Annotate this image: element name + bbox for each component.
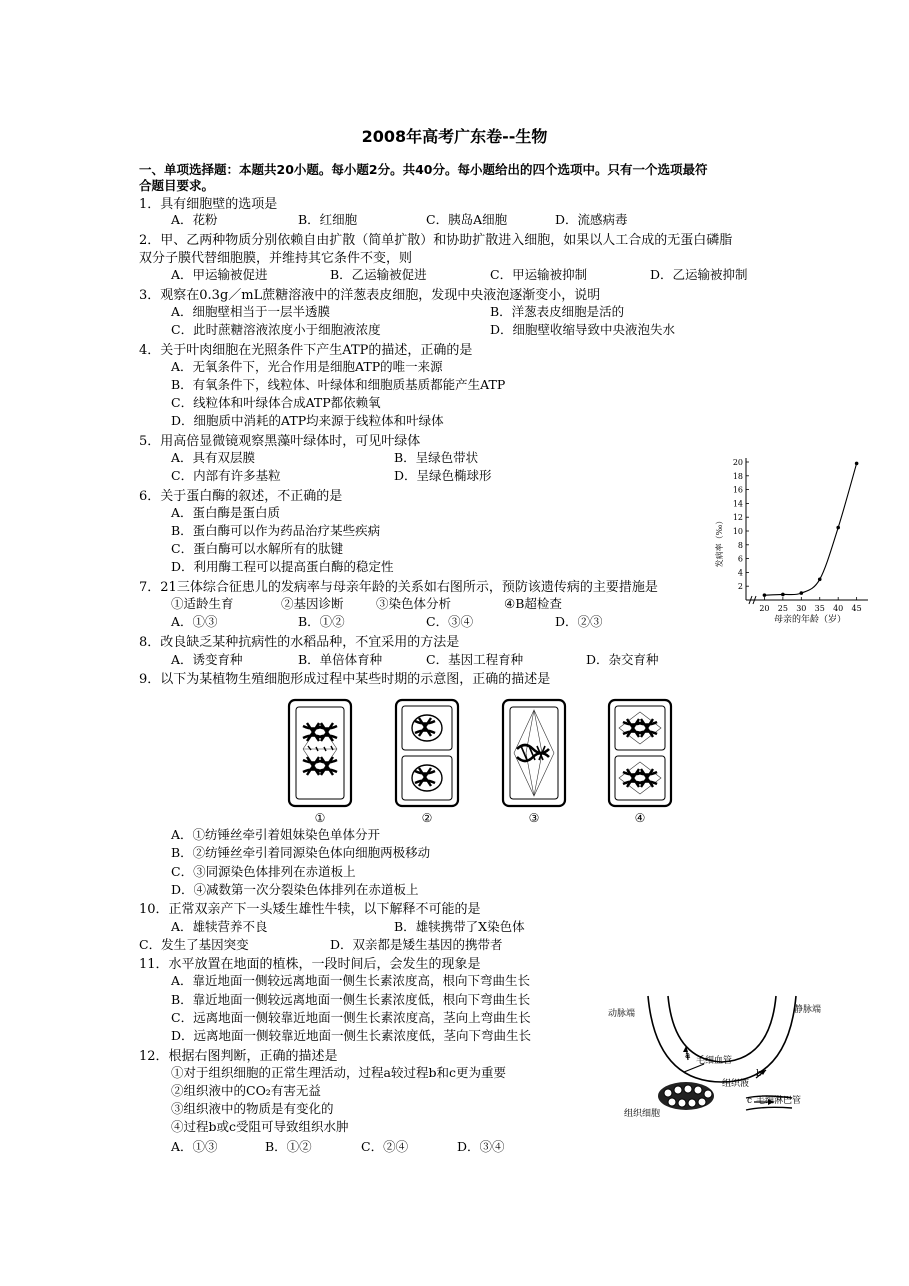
- chart-x-tick-label: 45: [851, 604, 862, 613]
- q12-statement-1: ①对于组织细胞的正常生理活动，过程a较过程b和c更为重要: [171, 1065, 506, 1080]
- q6-option-b: B．蛋白酶可以作为药品治疗某些疾病: [171, 523, 381, 538]
- q7-measure-1: ①适龄生育: [171, 596, 234, 611]
- q1-option-b: B．红细胞: [298, 212, 358, 227]
- incidence-chart: [706, 452, 876, 628]
- chart-y-tick-label: 10: [732, 527, 743, 536]
- q7-option-c: C．③④: [426, 614, 474, 629]
- chart-data-point: [800, 591, 804, 595]
- q5-option-d: D．呈绿色椭球形: [394, 468, 492, 483]
- cell-diagram-3: [503, 700, 565, 806]
- section-instruction-line1: 一、单项选择题：本题共20小题。每小题2分。共40分。每小题给出的四个选项中。只有一个选项最符: [139, 162, 708, 177]
- q12-option-a: A．①③: [171, 1139, 218, 1154]
- q12-option-d: D．③④: [457, 1139, 505, 1154]
- q10-option-d: D．双亲都是矮生基因的携带者: [330, 937, 503, 952]
- q8-option-c: C．基因工程育种: [426, 652, 524, 667]
- label-process-a: a: [685, 1051, 691, 1061]
- q2-stem-line1: 2．甲、乙两种物质分别依赖自由扩散（简单扩散）和协助扩散进入细胞，如果以人工合成的无蛋白磷脂: [139, 233, 733, 248]
- q5-option-b: B．呈绿色带状: [394, 450, 479, 465]
- q5-option-a: A．具有双层膜: [171, 450, 256, 465]
- q12-stem: 12．根据右图判断，正确的描述是: [139, 1049, 338, 1064]
- q10-option-b: B．雄犊携带了X染色体: [394, 919, 525, 934]
- q1-option-a: A．花粉: [171, 212, 218, 227]
- q8-stem: 8．改良缺乏某种抗病性的水稻品种，不宜采用的方法是: [139, 635, 460, 650]
- q12-statement-4: ④过程b或c受阻可导致组织水肿: [171, 1119, 349, 1134]
- q12-statement-3: ③组织液中的物质是有变化的: [171, 1101, 334, 1116]
- chart-series-line: [764, 463, 856, 595]
- chart-data-point: [855, 462, 859, 466]
- cell-division-figure: [283, 694, 683, 826]
- q9-option-c: C．③同源染色体排列在赤道板上: [171, 864, 356, 879]
- q9-option-a: A．①纺锤丝牵引着姐妹染色单体分开: [171, 827, 381, 842]
- chart-y-tick-label: 20: [732, 458, 743, 467]
- chart-y-tick-label: 8: [737, 540, 743, 550]
- tissue-fluid-figure: [604, 990, 844, 1130]
- chart-y-axis-label: 发病率（‰）: [715, 516, 724, 568]
- q7-measure-4: ④B超检查: [504, 596, 562, 611]
- label-tissue-fluid: 组织液: [722, 1079, 750, 1089]
- cell-diagram-2: [396, 700, 458, 806]
- chart-data-point: [836, 526, 840, 530]
- label-process-b: b: [756, 1069, 762, 1079]
- q12-statement-2: ②组织液中的CO₂有害无益: [171, 1083, 321, 1098]
- q6-option-a: A．蛋白酶是蛋白质: [171, 505, 281, 520]
- q10-option-c: C．发生了基因突变: [139, 937, 249, 952]
- q11-option-b: B．靠近地面一侧较远离地面一侧生长素浓度低，根向下弯曲生长: [171, 992, 531, 1007]
- q1-option-d: D．流感病毒: [555, 212, 628, 227]
- q11-option-d: D．远离地面一侧较靠近地面一侧生长素浓度低，茎向下弯曲生长: [171, 1028, 532, 1043]
- chart-y-tick-label: 12: [732, 513, 743, 523]
- q5-option-c: C．内部有许多基粒: [171, 468, 281, 483]
- q11-stem: 11．水平放置在地面的植株，一段时间后，会发生的现象是: [139, 957, 481, 972]
- q8-option-a: A．诱变育种: [171, 652, 243, 667]
- q4-option-b: B．有氧条件下，线粒体、叶绿体和细胞质基质都能产生ATP: [171, 377, 506, 392]
- chart-y-tick-label: 2: [737, 582, 743, 592]
- chart-y-tick-label: 18: [732, 471, 743, 481]
- q7-measure-2: ②基因诊断: [281, 596, 344, 611]
- q7-option-a: A．①③: [171, 614, 218, 629]
- q10-stem: 10．正常双亲产下一头矮生雄性牛犊，以下解释不可能的是: [139, 902, 481, 917]
- q11-option-c: C．远离地面一侧较靠近地面一侧生长素浓度高，茎向上弯曲生长: [171, 1010, 531, 1025]
- chart-x-tick-label: 40: [833, 604, 844, 613]
- q3-option-d: D．细胞壁收缩导致中央液泡失水: [490, 322, 676, 337]
- q3-option-b: B．洋葱表皮细胞是活的: [490, 304, 625, 319]
- q4-option-d: D．细胞质中消耗的ATP均来源于线粒体和叶绿体: [171, 413, 444, 428]
- q7-option-b: B．①②: [298, 614, 345, 629]
- q6-option-c: C．蛋白酶可以水解所有的肽键: [171, 541, 344, 556]
- label-artery-end: 动脉端: [608, 1009, 636, 1019]
- label-tissue-cells: 组织细胞: [624, 1109, 661, 1119]
- label-process-c: c: [747, 1096, 753, 1106]
- q7-option-d: D．②③: [555, 614, 603, 629]
- chart-data-point: [818, 578, 822, 582]
- section-instruction-line2: 合题目要求。: [139, 178, 215, 193]
- q1-stem: 1．具有细胞壁的选项是: [139, 197, 278, 212]
- q6-option-d: D．利用酶工程可以提高蛋白酶的稳定性: [171, 559, 394, 574]
- q3-option-c: C．此时蔗糖溶液浓度小于细胞液浓度: [171, 322, 381, 337]
- q3-stem: 3．观察在0.3g／mL蔗糖溶液中的洋葱表皮细胞，发现中央液泡逐渐变小，说明: [139, 288, 601, 303]
- q4-option-a: A．无氧条件下，光合作用是细胞ATP的唯一来源: [171, 359, 443, 374]
- q8-option-d: D．杂交育种: [586, 652, 659, 667]
- q2-option-c: C．甲运输被抑制: [490, 267, 588, 282]
- label-lymph-capillary: 毛细淋巴管: [756, 1096, 802, 1106]
- q4-option-c: C．线粒体和叶绿体合成ATP都依赖氧: [171, 395, 381, 410]
- chart-data-point: [781, 593, 785, 597]
- chart-y-tick-label: 14: [732, 499, 743, 509]
- q2-stem-line2: 双分子膜代替细胞膜，并维持其它条件不变，则: [139, 251, 413, 266]
- chart-y-ticks: [733, 458, 749, 591]
- q2-option-d: D．乙运输被抑制: [650, 267, 748, 282]
- cell-label-3: ③: [528, 811, 540, 825]
- chart-x-tick-label: 25: [777, 604, 788, 613]
- q4-stem: 4．关于叶肉细胞在光照条件下产生ATP的描述，正确的是: [139, 343, 473, 358]
- cell-label-1: ①: [314, 811, 326, 825]
- q6-stem: 6．关于蛋白酶的叙述，不正确的是: [139, 489, 343, 504]
- cell-label-4: ④: [634, 811, 646, 825]
- chart-x-tick-label: 20: [759, 604, 770, 613]
- q8-option-b: B．单倍体育种: [298, 652, 383, 667]
- page-title: 2008年高考广东卷--生物: [361, 127, 548, 146]
- cell-label-2: ②: [421, 811, 433, 825]
- q9-option-d: D．④减数第一次分裂染色体排列在赤道板上: [171, 882, 419, 897]
- chart-y-tick-label: 16: [732, 485, 743, 495]
- chart-axes: [746, 458, 868, 604]
- q12-option-c: C．②④: [361, 1139, 409, 1154]
- q7-measure-3: ③染色体分析: [376, 596, 452, 611]
- chart-x-axis-label: 母亲的年龄（岁）: [773, 615, 847, 625]
- q9-stem: 9．以下为某植物生殖细胞形成过程中某些时期的示意图，正确的描述是: [139, 672, 551, 687]
- q7-stem: 7．21三体综合征患儿的发病率与母亲年龄的关系如右图所示，预防该遗传病的主要措施是: [139, 580, 658, 595]
- q10-option-a: A．雄犊营养不良: [171, 919, 268, 934]
- q2-option-a: A．甲运输被促进: [171, 267, 268, 282]
- chart-x-tick-label: 35: [814, 604, 825, 613]
- chart-series: [763, 462, 859, 597]
- chart-data-point: [763, 593, 767, 597]
- chart-y-tick-label: 6: [737, 554, 743, 564]
- label-capillary: 毛细血管: [696, 1056, 733, 1066]
- cell-diagram-4: [609, 700, 671, 806]
- q2-option-b: B．乙运输被促进: [330, 267, 427, 282]
- label-vein-end: 静脉端: [794, 1005, 822, 1015]
- chart-y-tick-label: 4: [737, 568, 743, 578]
- q9-option-b: B．②纺锤丝牵引着同源染色体向细胞两极移动: [171, 845, 431, 860]
- q12-option-b: B．①②: [265, 1139, 312, 1154]
- tissue-cells-cluster: [658, 1082, 714, 1110]
- chart-x-tick-label: 30: [796, 604, 807, 613]
- q3-option-a: A．细胞壁相当于一层半透膜: [171, 304, 331, 319]
- q1-option-c: C．胰岛A细胞: [426, 212, 508, 227]
- chart-x-ticks: [759, 597, 861, 613]
- q5-stem: 5．用高倍显微镜观察黑藻叶绿体时，可见叶绿体: [139, 434, 421, 449]
- q11-option-a: A．靠近地面一侧较远离地面一侧生长素浓度高，根向下弯曲生长: [171, 973, 531, 988]
- cell-diagram-1: [289, 700, 351, 806]
